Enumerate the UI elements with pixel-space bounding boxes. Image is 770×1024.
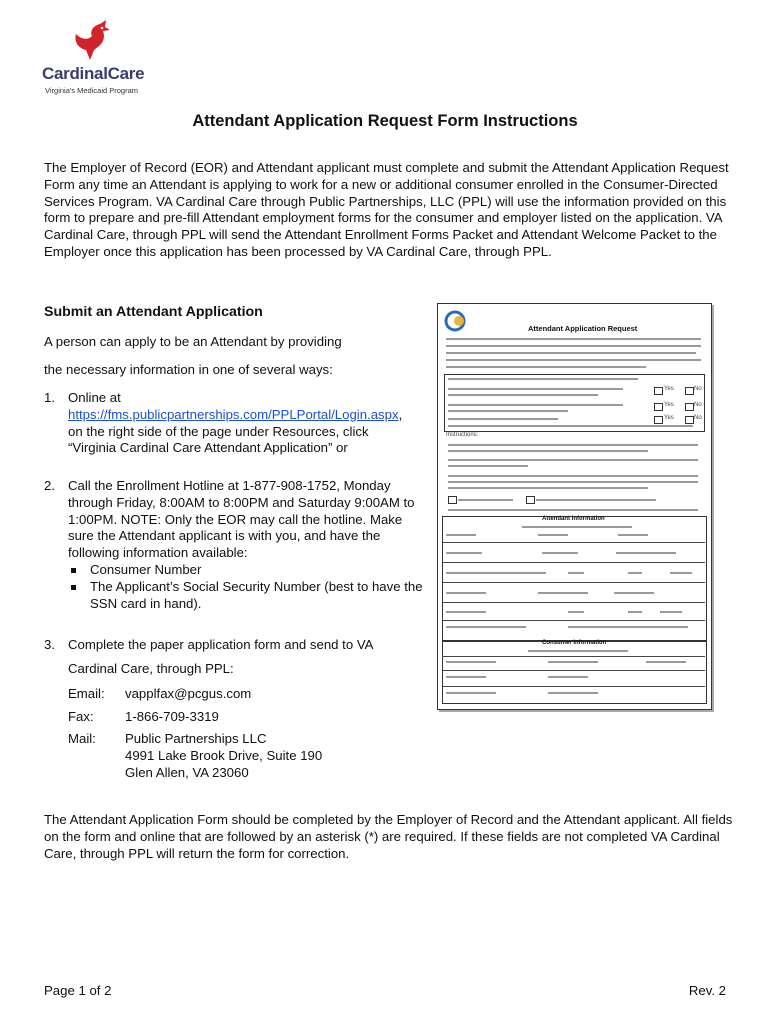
item1-number: 1. bbox=[44, 390, 55, 405]
page-number: Page 1 of 2 bbox=[44, 983, 112, 998]
yes-label: Yes bbox=[664, 415, 674, 421]
form-attendant-table bbox=[442, 516, 707, 642]
closing-paragraph: The Attendant Application Form should be completed by the Employer of Record and the Attendant applicant. All fields on the form and online that are followed by an asterisk (*) are required. If these fields are not completed VA Cardinal Care, through PPL will return the form for correction. bbox=[44, 812, 733, 861]
form-logo-icon bbox=[444, 310, 470, 332]
item1-line4: “Virginia Cardinal Care Attendant Application” or bbox=[68, 440, 348, 456]
item1-line1: Online at bbox=[68, 390, 121, 405]
item2-number: 2. bbox=[44, 478, 55, 493]
revision: Rev. 2 bbox=[688, 983, 726, 998]
mail-line-1: Public Partnerships LLC bbox=[125, 731, 267, 746]
form-attendant-label: Attendant Information bbox=[542, 516, 605, 522]
no-label: No bbox=[694, 415, 702, 421]
mail-line-2: 4991 Lake Brook Drive, Suite 190 bbox=[125, 747, 323, 763]
submit-lead-1: A person can apply to be an Attendant by providing bbox=[44, 334, 342, 349]
cardinal-bird-icon bbox=[72, 20, 120, 64]
item2-bullets bbox=[68, 562, 424, 612]
item1-body bbox=[68, 390, 428, 457]
logo-name: CardinalCare bbox=[42, 64, 145, 83]
item2-body bbox=[68, 478, 424, 612]
list-item: The Applicant’s Social Security Number (best to have the SSN card in hand). bbox=[68, 579, 424, 613]
yes-label: Yes bbox=[664, 402, 674, 408]
item1-url-suffix: , bbox=[398, 406, 403, 422]
list-item: Consumer Number bbox=[68, 562, 424, 579]
submit-heading: Submit an Attendant Application bbox=[44, 304, 263, 320]
item1-url-line bbox=[68, 407, 428, 424]
no-label: No bbox=[694, 402, 702, 408]
item3-number: 3. bbox=[44, 637, 55, 652]
no-label: No bbox=[694, 386, 702, 392]
item1-line3: on the right side of the page under Resources, click bbox=[68, 423, 369, 439]
mail-label: Mail: bbox=[68, 731, 96, 746]
fax-label: Fax: bbox=[68, 709, 94, 724]
form-instructions-label: Instructions: bbox=[446, 432, 479, 438]
fax-value: 1-866-709-3319 bbox=[125, 709, 219, 724]
form-thumbnail bbox=[437, 303, 712, 710]
form-title: Attendant Application Request bbox=[528, 324, 638, 333]
submit-lead-2: the necessary information in one of several ways: bbox=[44, 362, 333, 377]
yes-label: Yes bbox=[664, 386, 674, 392]
logo-tagline: Virginia's Medicaid Program bbox=[45, 86, 138, 95]
portal-link[interactable]: https://fms.publicpartnerships.com/PPLPortal/Login.aspx bbox=[68, 406, 399, 422]
intro-paragraph: The Employer of Record (EOR) and Attendant applicant must complete and submit the Attendant Application Request Form any time an Attendant is applying to work for a new or additional consumer enrolled in the Consumer-Directed Services Program. VA Cardinal Care through Public Partnerships, LLC (PPL) will use the information provided on this form to prepare and pre-fill Attendant employment forms for the consumer and employer listed on the application. VA Cardinal Care, through PPL will send the Attendant Enrollment Forms Packet and Attendant Welcome Packet to the Employer once this application has been processed by VA Cardinal Care, through PPL. bbox=[44, 160, 729, 259]
cardinal-care-logo bbox=[40, 20, 150, 100]
mail-address bbox=[125, 731, 322, 781]
item2-text: Call the Enrollment Hotline at 1-877-908-1752, Monday through Friday, 8:00AM to 8:00PM and Saturday 9:00AM to 1:00PM. NOTE: Only the EOR may call the hotline. Make sure the Attendant applicant is with you, and have the following information available: bbox=[68, 478, 415, 561]
email-label: Email: bbox=[68, 686, 105, 701]
item3-line1: Complete the paper application form and send to VA bbox=[68, 637, 374, 652]
item3-line2: Cardinal Care, through PPL: bbox=[68, 661, 234, 676]
mail-line-3: Glen Allen, VA 23060 bbox=[125, 764, 249, 780]
page-title: Attendant Application Request Form Instructions bbox=[192, 112, 578, 130]
email-value: vapplfax@pcgus.com bbox=[125, 686, 252, 701]
form-consumer-label: Consumer Information bbox=[542, 640, 607, 646]
